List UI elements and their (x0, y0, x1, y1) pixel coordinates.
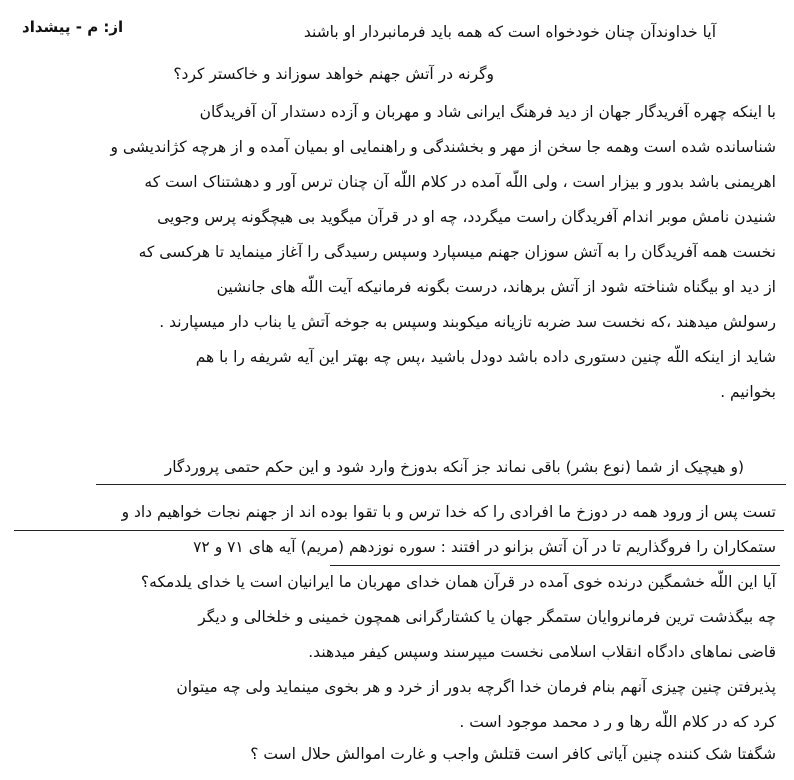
quote-line: (و هیچیک از شما (نوع بشر) باقی نماند جز آنکه بدوزخ وارد شود و این حکم حتمی پروردگار (164, 458, 744, 476)
text-line: شنیدن نامش موبر اندام آفریدگان راست میگردد، چه او در قرآن میگوید بی هیچگونه پرس وجویی (157, 208, 776, 226)
text-line: کرد که در کلام اللّه رها و ر د محمد موجود است . (459, 713, 776, 731)
text-line: چه بیگذشت ترین فرمانروایان ستمگر جهان یا کشتارگرانی همچون خمینی و خلخالی و دیگر (198, 608, 776, 626)
text-line: نخست همه آفریدگان را به آتش سوزان جهنم میسپارد وسپس رسیدگی را آغاز مینماید تا هرکسی که (138, 243, 776, 261)
text-line: پذیرفتن چنین چیزی آنهم بنام فرمان خدا اگرچه بدور از خرد و هر بخوی مینماید ولی چه میتوان (176, 678, 776, 696)
underline-rule (14, 530, 784, 531)
underline-rule (96, 484, 786, 485)
text-line: آیا خداوندآن چنان خودخواه است که همه باید فرمانبردار او باشند (303, 23, 716, 41)
underline-rule (330, 565, 780, 566)
text-line: رسولش میدهند ،که نخست سد ضربه تازیانه میکوبند وسپس به جوخه آتش یا بناب دار میسپارند . (159, 313, 776, 331)
text-line: با اینکه چهره آفریدگار جهان از دید فرهنگ ایرانی شاد و مهربان و آزده دستدار آن آفریدگان (199, 103, 776, 121)
text-line: شناسانده شده است وهمه جا سخن از مهر و بخشندگی و راهنمایی او بمیان آمده و از هرچه کژاندیشی و (110, 138, 776, 156)
text-line: قاضی نماهای دادگاه انقلاب اسلامی نخست میپرسند وسپس کیفر میدهند. (308, 643, 776, 661)
quote-line: ستمکاران را فروگذاریم تا در آن آتش بزانو در افتند : سوره نوزدهم (مریم) آیه های ۷۱ و ۷۲ (193, 538, 776, 556)
text-line: شگفتا شک کننده چنین آیاتی کافر است قتلش واجب و غارت اموالش حلال است ؟ (250, 745, 776, 763)
text-line: آیا این اللّه خشمگین درنده خوی آمده در قرآن همان خدای مهربان ما ایرانیان است یا خدای یلدمکه؟ (140, 573, 776, 591)
text-line: شاید از اینکه اللّه چنین دستوری داده باشد دودل باشید ،پس چه بهتر این آیه شریفه را با هم (195, 348, 776, 366)
quote-line: تست پس از ورود همه در دوزخ ما افرادی را که خدا ترس و با تقوا بوده اند از جهنم نجات خواهیم داد و (121, 503, 776, 521)
text-line: بخوانیم . (720, 383, 776, 401)
author-line: از: م - پیشداد (22, 18, 124, 36)
text-line: وگرنه در آتش جهنم خواهد سوزاند و خاکستر کرد؟ (173, 65, 494, 83)
text-line: اهریمنی باشد بدور و بیزار است ، ولی اللّه آمده در کلام اللّه آن چنان ترس آور و دهشتناک است که (144, 173, 776, 191)
text-line: از دید او بیگناه شناخته شود از آتش برهاند، درست بگونه فرمانیکه آیت اللّه های جانشین (216, 278, 776, 296)
